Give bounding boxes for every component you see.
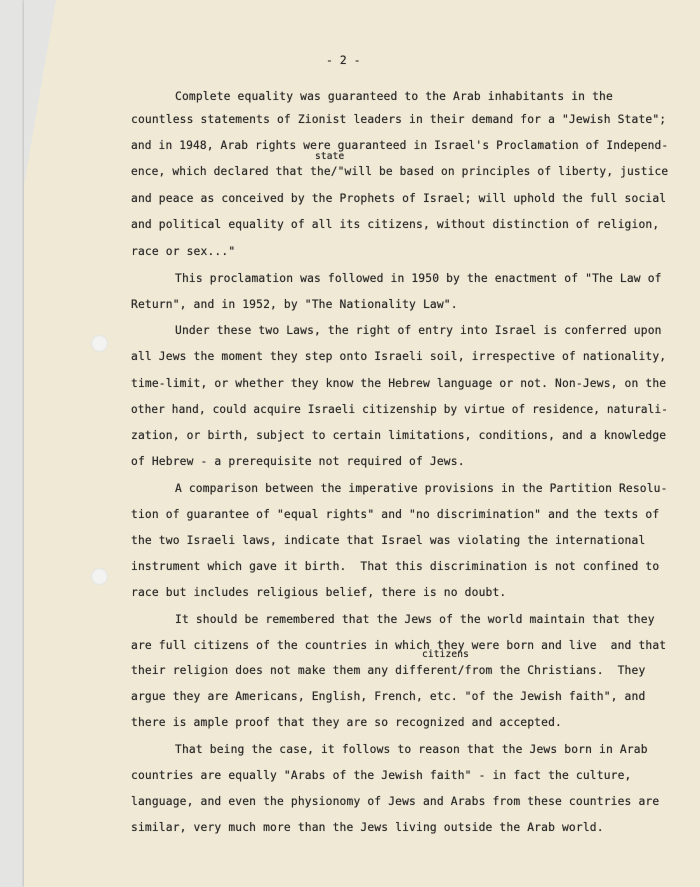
text-line: Return", and in 1952, by "The Nationality Law". (131, 298, 458, 311)
text-line: time-limit, or whether they know the Hebrew language or not. Non-Jews, on the (131, 377, 667, 390)
punch-hole-top (91, 335, 108, 352)
text-line: there is ample proof that they are so recognized and accepted. (131, 716, 562, 729)
text-line: all Jews the moment they step onto Israeli soil, irrespective of nationality, (131, 350, 667, 363)
text-line: the two Israeli laws, indicate that Israel was violating the international (131, 534, 646, 547)
text-line: of Hebrew - a prerequisite not required of Jews. (131, 455, 465, 468)
torn-corner (24, 0, 56, 185)
text-line: and political equality of all its citizens, without distinction of religion, (131, 218, 660, 231)
text-line: argue they are Americans, English, French, etc. "of the Jewish faith", and (131, 690, 646, 703)
text-line: and in 1948, Arab rights were guaranteed in Israel's Proclamation of Independ- (131, 139, 669, 152)
text-line: instrument which gave it birth. That this discrimination is not confined to (131, 560, 660, 573)
handwritten-insertion-state: state (315, 151, 345, 162)
text-line: race or sex..." (131, 245, 236, 258)
text-line: A comparison between the imperative provisions in the Partition Resolu- (175, 482, 668, 495)
text-line: That being the case, it follows to reason that the Jews born in Arab (175, 743, 648, 756)
text-line: their religion does not make them any different/from the Christians. They (131, 664, 646, 677)
text-line: tion of guarantee of "equal rights" and "no discrimination" and the texts of (131, 508, 660, 521)
text-line: language, and even the physionomy of Jews and Arabs from these countries are (131, 795, 660, 808)
handwritten-insertion-citizens: citizens (422, 649, 469, 660)
text-line: This proclamation was followed in 1950 by the enactment of "The Law of (175, 272, 662, 285)
text-line: Under these two Laws, the right of entry into Israel is conferred upon (175, 324, 662, 337)
text-line: race but includes religious belief, there is no doubt. (131, 586, 507, 599)
text-line: similar, very much more than the Jews living outside the Arab world. (131, 821, 604, 834)
text-line: countries are equally "Arabs of the Jewish faith" - in fact the culture, (131, 769, 632, 782)
text-line: It should be remembered that the Jews of the world maintain that they (175, 613, 655, 626)
punch-hole-bottom (91, 568, 108, 585)
page-number: - 2 - (326, 54, 361, 67)
text-line: are full citizens of the countries in which they were born and live and that (131, 639, 667, 652)
text-line: other hand, could acquire Israeli citizenship by virtue of residence, naturali- (131, 403, 669, 416)
text-line: countless statements of Zionist leaders in their demand for a "Jewish State"; (131, 113, 667, 126)
text-line: Complete equality was guaranteed to the Arab inhabitants in the (175, 90, 613, 103)
text-line: zation, or birth, subject to certain limitations, conditions, and a knowledge (131, 429, 667, 442)
text-line: and peace as conceived by the Prophets of Israel; will uphold the full social (131, 192, 667, 205)
text-line: ence, which declared that the/"will be based on principles of liberty, justice (131, 165, 669, 178)
